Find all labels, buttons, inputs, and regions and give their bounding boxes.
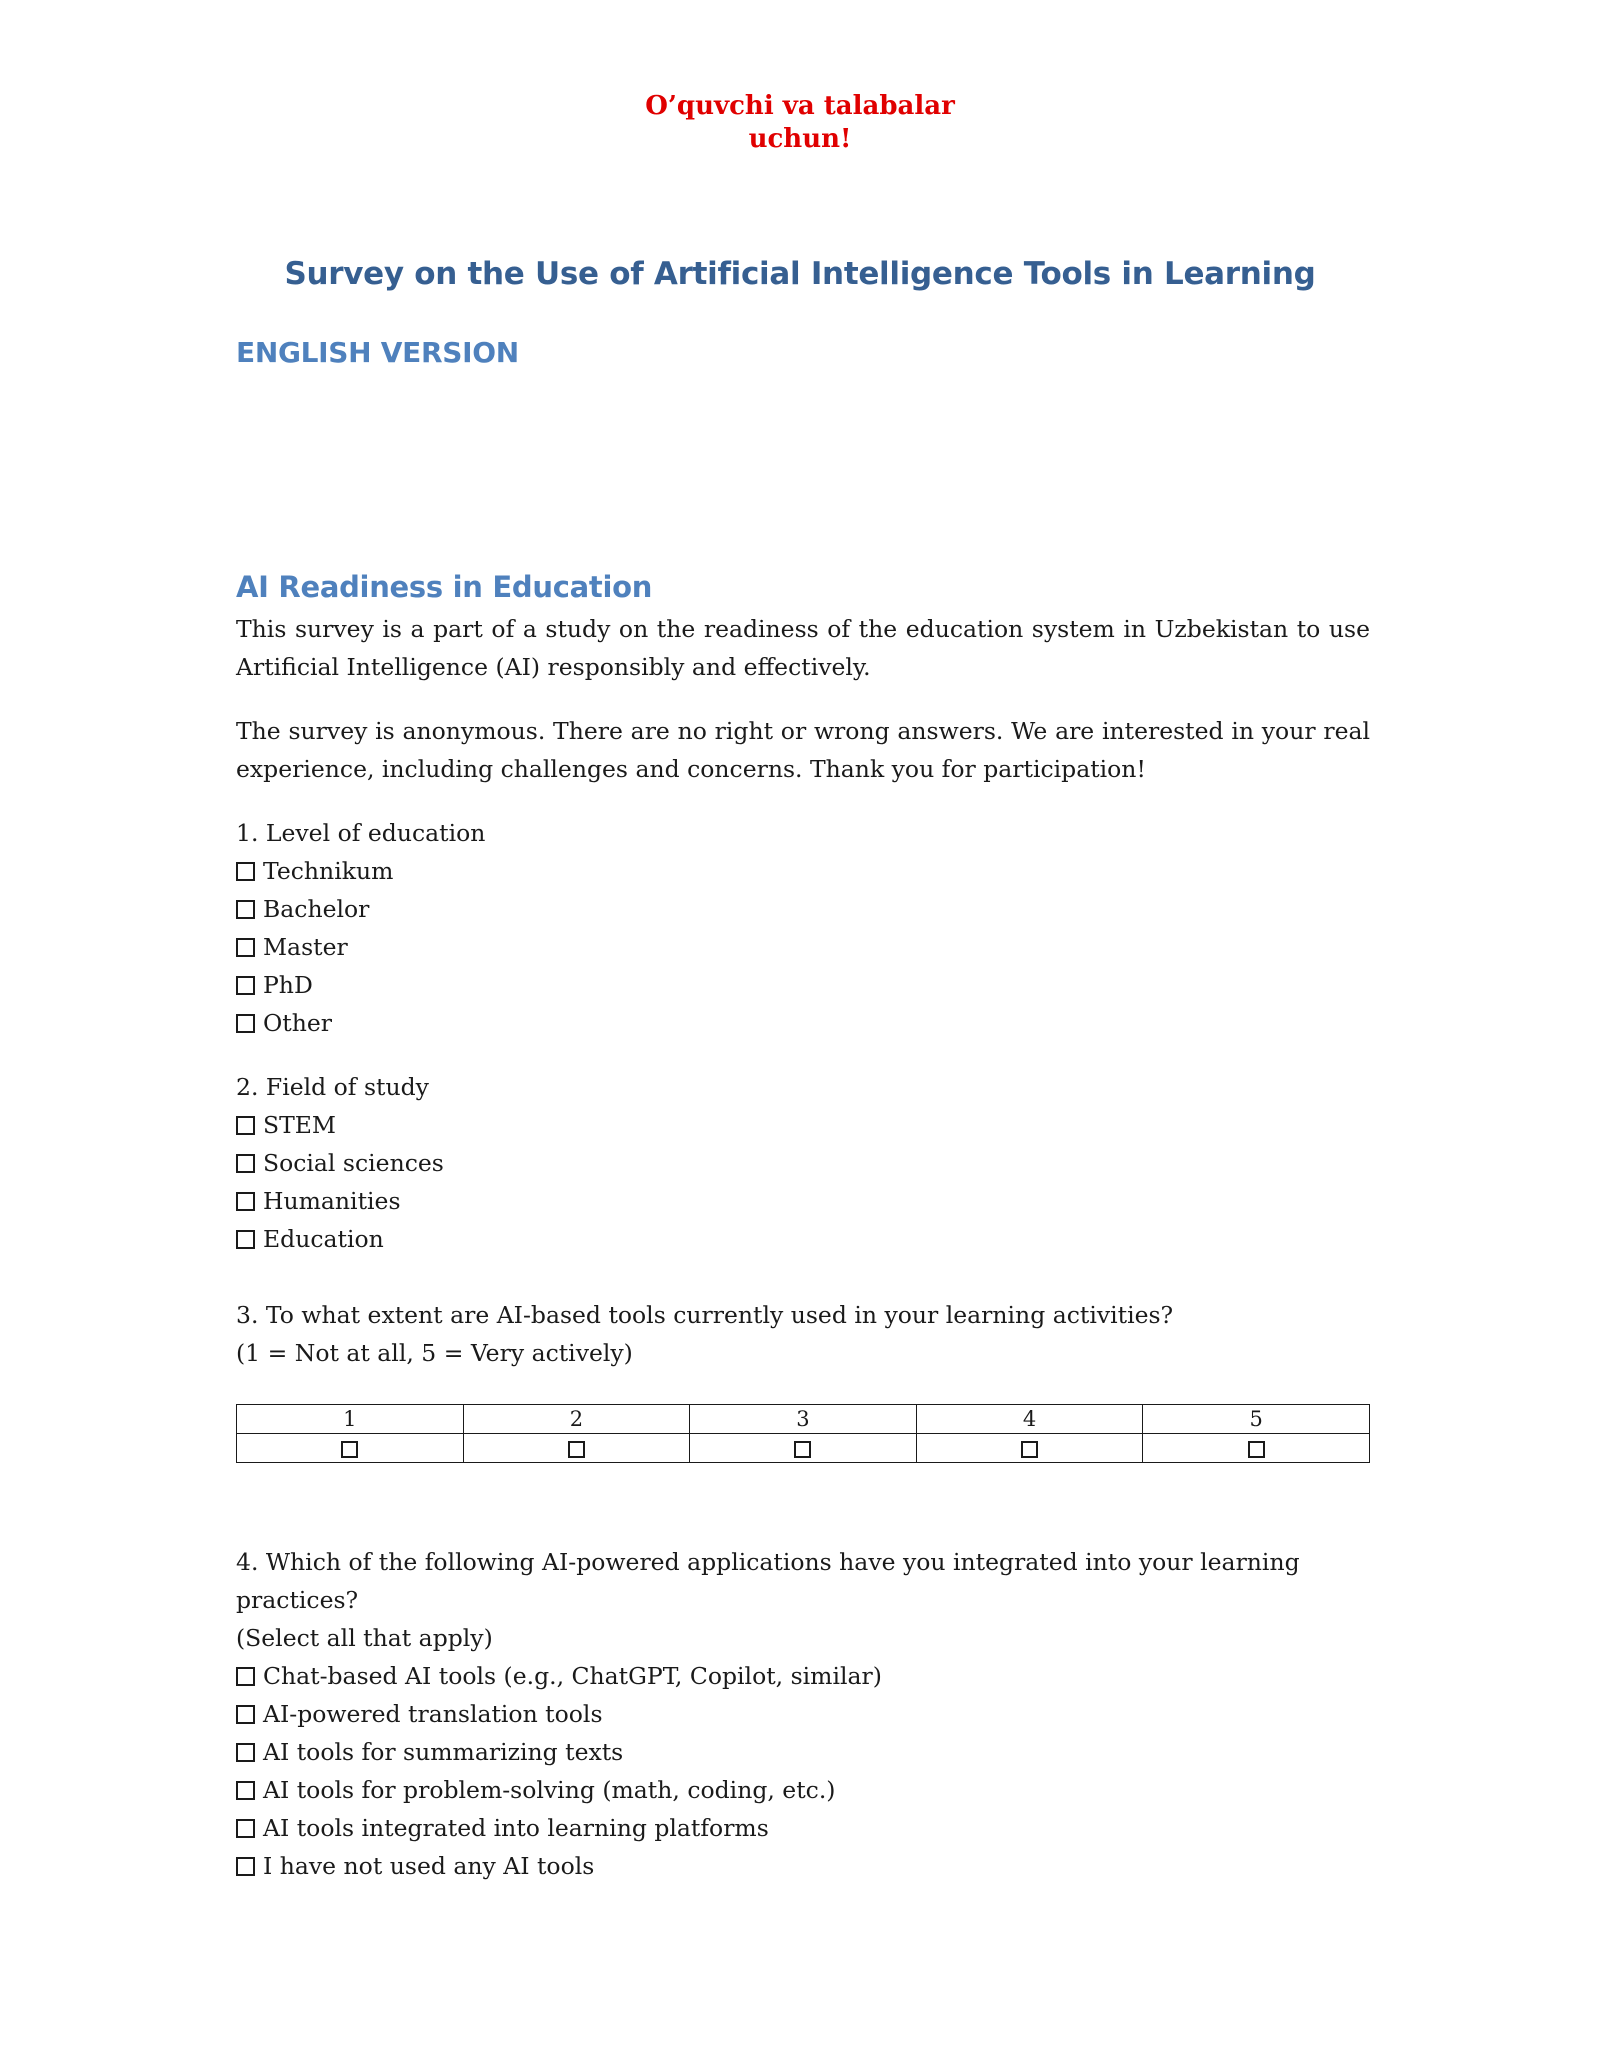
option-humanities[interactable]	[236, 1182, 1370, 1220]
option-label: AI tools integrated into learning platforms	[263, 1814, 769, 1842]
scale-label: 3	[690, 1405, 917, 1434]
option-label: Humanities	[263, 1187, 401, 1215]
option-summarizing-tools[interactable]	[236, 1733, 1370, 1771]
option-label: Master	[263, 933, 348, 961]
checkbox-icon[interactable]	[236, 1781, 255, 1800]
option-social-sciences[interactable]	[236, 1144, 1370, 1182]
intro-paragraph-2: The survey is anonymous. There are no right or wrong answers. We are interested in your real experience, including challenges and concerns. Thank you for participation!	[236, 717, 1370, 783]
checkbox-icon[interactable]	[236, 862, 255, 881]
option-label: Chat-based AI tools (e.g., ChatGPT, Copilot, similar)	[263, 1662, 882, 1690]
option-phd[interactable]	[236, 966, 1370, 1004]
option-label: AI tools for summarizing texts	[263, 1738, 624, 1766]
question-4-text: 4. Which of the following AI-powered applications have you integrated into your learning practices?	[236, 1548, 1300, 1614]
version-label: ENGLISH VERSION	[236, 336, 519, 369]
survey-content	[236, 566, 1370, 1911]
scale-label: 2	[463, 1405, 690, 1434]
scale-cell[interactable]	[690, 1434, 917, 1463]
option-label: Other	[263, 1009, 332, 1037]
question-4-note: (Select all that apply)	[236, 1624, 493, 1652]
option-label: STEM	[263, 1111, 336, 1139]
checkbox-icon[interactable]	[236, 976, 255, 995]
scale-cell[interactable]	[237, 1434, 464, 1463]
option-technikum[interactable]	[236, 852, 1370, 890]
checkbox-icon[interactable]	[236, 900, 255, 919]
rating-scale-table	[236, 1404, 1370, 1463]
question-3	[236, 1296, 1370, 1463]
option-label: Social sciences	[263, 1149, 444, 1177]
option-stem[interactable]	[236, 1106, 1370, 1144]
scale-checkbox-row	[237, 1434, 1370, 1463]
header-line-1: O’quvchi va talabalar	[645, 91, 955, 121]
question-2-text: 2. Field of study	[236, 1073, 429, 1101]
page-header	[0, 90, 1600, 156]
question-3-text: 3. To what extent are AI-based tools currently used in your learning activities?	[236, 1301, 1174, 1329]
checkbox-icon[interactable]	[236, 938, 255, 957]
option-label: Education	[263, 1225, 384, 1253]
scale-label: 4	[916, 1405, 1143, 1434]
option-master[interactable]	[236, 928, 1370, 966]
checkbox-icon[interactable]	[236, 1705, 255, 1724]
scale-cell[interactable]	[1143, 1434, 1370, 1463]
checkbox-icon[interactable]	[236, 1192, 255, 1211]
option-learning-platform-tools[interactable]	[236, 1809, 1370, 1847]
checkbox-icon[interactable]	[1021, 1441, 1038, 1458]
checkbox-icon[interactable]	[236, 1230, 255, 1249]
checkbox-icon[interactable]	[794, 1441, 811, 1458]
header-line-2: uchun!	[748, 124, 852, 154]
question-1-text: 1. Level of education	[236, 819, 486, 847]
checkbox-icon[interactable]	[236, 1014, 255, 1033]
checkbox-icon[interactable]	[341, 1441, 358, 1458]
option-label: AI-powered translation tools	[263, 1700, 603, 1728]
question-1-options	[236, 852, 1370, 1042]
section-heading: AI Readiness in Education	[236, 570, 653, 604]
option-bachelor[interactable]	[236, 890, 1370, 928]
scale-cell[interactable]	[916, 1434, 1143, 1463]
option-no-ai-tools[interactable]	[236, 1847, 1370, 1885]
checkbox-icon[interactable]	[236, 1819, 255, 1838]
option-chat-based-ai[interactable]	[236, 1657, 1370, 1695]
question-4-options	[236, 1657, 1370, 1885]
scale-label: 1	[237, 1405, 464, 1434]
option-label: PhD	[263, 971, 313, 999]
checkbox-icon[interactable]	[236, 1857, 255, 1876]
checkbox-icon[interactable]	[568, 1441, 585, 1458]
option-label: Bachelor	[263, 895, 370, 923]
checkbox-icon[interactable]	[236, 1743, 255, 1762]
checkbox-icon[interactable]	[236, 1116, 255, 1135]
question-2	[236, 1068, 1370, 1258]
question-2-options	[236, 1106, 1370, 1258]
checkbox-icon[interactable]	[1248, 1441, 1265, 1458]
option-label: I have not used any AI tools	[263, 1852, 595, 1880]
checkbox-icon[interactable]	[236, 1154, 255, 1173]
question-1	[236, 814, 1370, 1042]
scale-cell[interactable]	[463, 1434, 690, 1463]
option-label: Technikum	[263, 857, 394, 885]
option-problem-solving-tools[interactable]	[236, 1771, 1370, 1809]
checkbox-icon[interactable]	[236, 1667, 255, 1686]
option-translation-tools[interactable]	[236, 1695, 1370, 1733]
option-education[interactable]	[236, 1220, 1370, 1258]
question-3-note: (1 = Not at all, 5 = Very actively)	[236, 1339, 633, 1367]
scale-label: 5	[1143, 1405, 1370, 1434]
question-4	[236, 1543, 1370, 1885]
scale-header-row	[237, 1405, 1370, 1434]
option-label: AI tools for problem-solving (math, coding, etc.)	[263, 1776, 836, 1804]
intro-paragraph-1: This survey is a part of a study on the readiness of the education system in Uzbekistan to use Artificial Intelligence (AI) responsibly and effectively.	[236, 615, 1370, 681]
option-other[interactable]	[236, 1004, 1370, 1042]
document-title: Survey on the Use of Artificial Intelligence Tools in Learning	[284, 256, 1316, 292]
